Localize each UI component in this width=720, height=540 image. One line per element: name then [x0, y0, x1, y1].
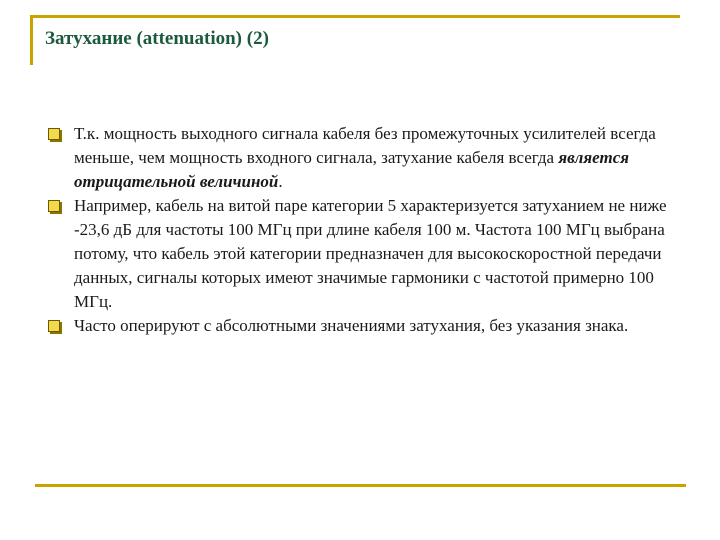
bullet-list [48, 122, 688, 338]
bullet-text-end: . [278, 172, 283, 191]
square-bullet-icon [48, 320, 60, 332]
bullet-text: Например, кабель на витой паре категории 5 характеризуется затуханием не ниже -23,6 дБ для частоты 100 МГц при длине кабеля 100 м. Частота 100 МГц выбрана потому, что кабель этой категории предназначен для высокоскоростной передачи данных, сигналы которых имеют значимые гармоники с частотой примерно 100 МГц. [74, 196, 667, 311]
bullet-item-cat5-example [48, 194, 688, 314]
bullet-emphasis: является отрицательной величиной [74, 148, 630, 191]
bottom-decorative-rule [35, 484, 686, 487]
top-decorative-rule [30, 15, 680, 18]
square-bullet-icon [48, 128, 60, 140]
bullet-item-attenuation-sign [48, 122, 688, 194]
bullet-text: Т.к. мощность выходного сигнала кабеля без промежуточных усилителей всегда меньше, чем мощность входного сигнала, затухание кабеля всегда [74, 124, 656, 167]
square-bullet-icon [48, 200, 60, 212]
slide-title: Затухание (attenuation) (2) [45, 28, 269, 49]
bullet-text: Часто оперируют с абсолютными значениями затухания, без указания знака. [74, 316, 629, 335]
bullet-item-absolute-values [48, 314, 688, 338]
left-decorative-rule [30, 15, 33, 65]
